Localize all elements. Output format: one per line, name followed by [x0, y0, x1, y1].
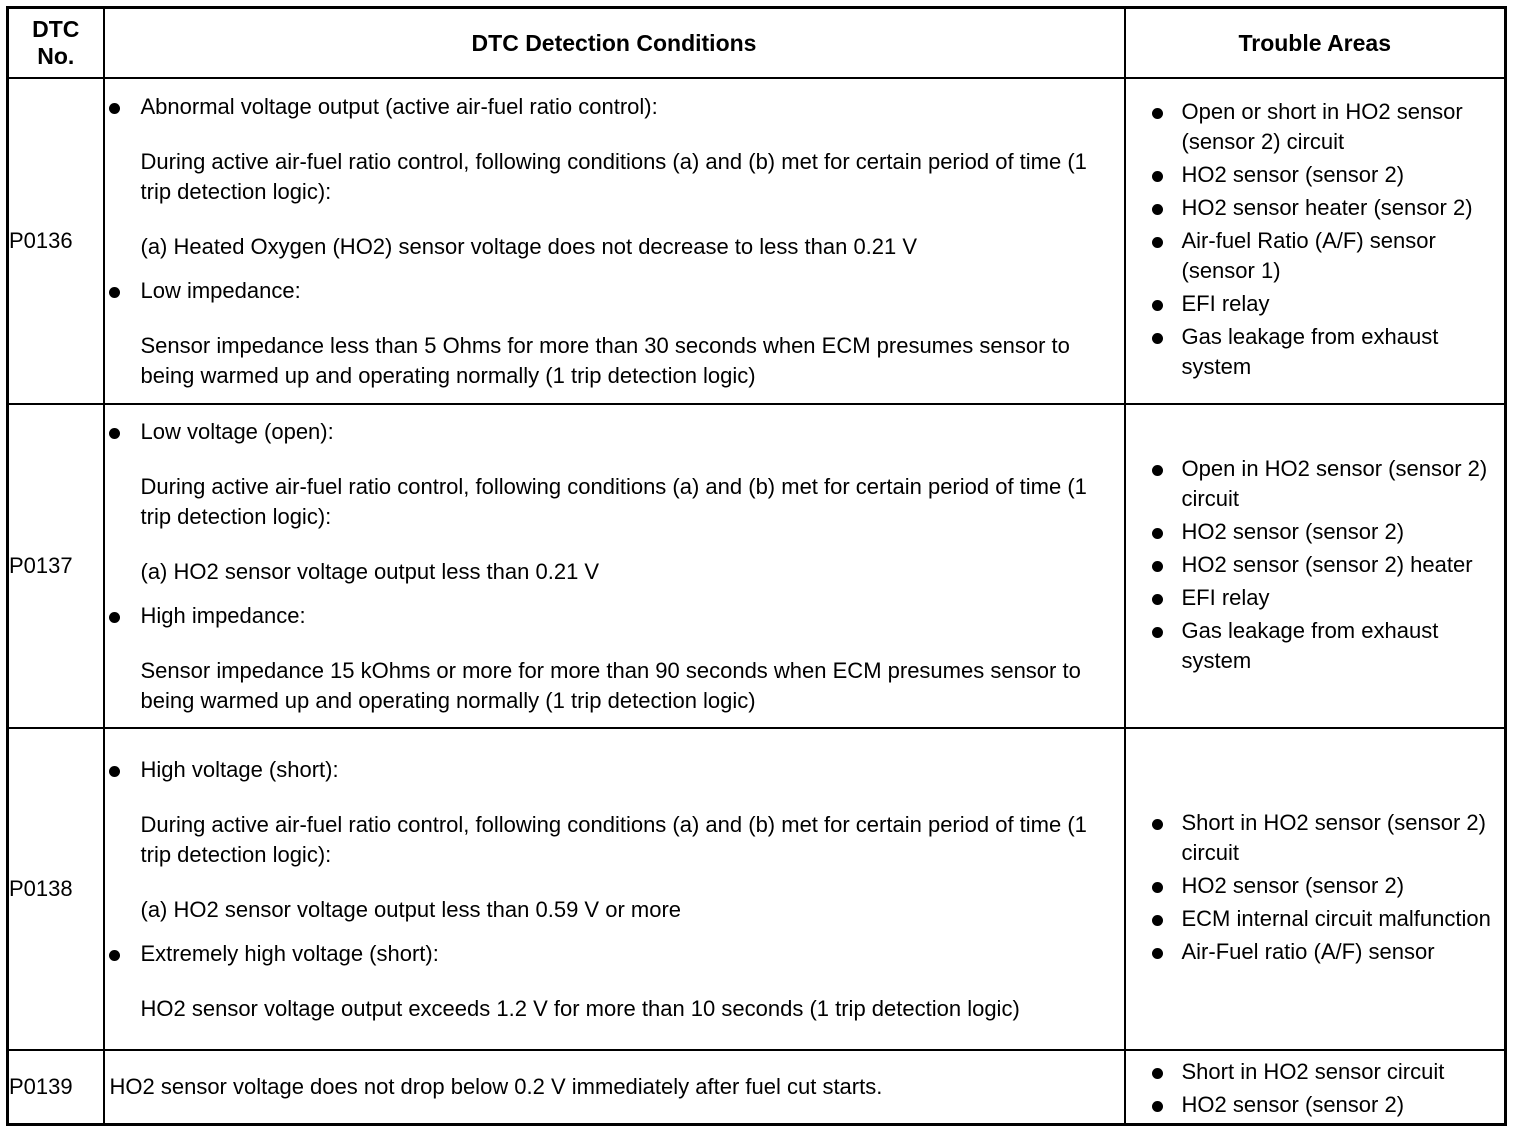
trouble-area-text: HO2 sensor (sensor 2)	[1181, 518, 1405, 544]
trouble-area-text: Air-fuel Ratio (A/F) sensor (sensor 1)	[1181, 228, 1436, 283]
bullet-icon	[1152, 1068, 1163, 1079]
bullet-icon	[1152, 948, 1163, 959]
list-item	[1150, 160, 1501, 190]
trouble-area-text: Open or short in HO2 sensor (sensor 2) circuit	[1181, 99, 1463, 154]
trouble-area-text: Air-Fuel ratio (A/F) sensor	[1181, 939, 1435, 964]
trouble-areas-list	[1126, 91, 1505, 391]
header-dtc-no-line1: DTC	[32, 16, 80, 42]
header-dtc-no	[8, 8, 104, 79]
bullet-icon	[1152, 915, 1163, 926]
detection-conditions-cell	[104, 78, 1125, 404]
detection-conditions-cell	[104, 1050, 1125, 1124]
dtc-code: P0139	[8, 1050, 104, 1124]
condition-paragraph: Sensor impedance 15 kOhms or more for more than 90 seconds when ECM presumes sensor to being warmed up and operating normally (1 trip detection logic)	[140, 657, 1081, 713]
trouble-area-text: Gas leakage from exhaust system	[1181, 617, 1439, 673]
list-item	[1150, 226, 1501, 286]
dtc-code: P0138	[8, 728, 104, 1050]
table-row	[8, 728, 1506, 1050]
trouble-area-text: HO2 sensor (sensor 2) heater	[1181, 551, 1473, 577]
condition-paragraph: Sensor impedance less than 5 Ohms for more than 30 seconds when ECM presumes sensor to being warmed up and operating normally (1 trip detection logic)	[140, 332, 1070, 388]
header-detection-conditions: DTC Detection Conditions	[104, 8, 1125, 79]
table-row	[8, 404, 1506, 728]
table-row	[8, 1050, 1506, 1124]
list-item	[1150, 550, 1501, 580]
condition-paragraph: During active air-fuel ratio control, following conditions (a) and (b) met for certain period of time (1 trip detection logic):	[140, 148, 1087, 204]
header-row	[8, 8, 1506, 79]
dtc-table	[6, 6, 1507, 1126]
trouble-areas-list	[1126, 802, 1505, 976]
dtc-code: P0136	[8, 78, 104, 404]
trouble-areas-cell	[1125, 78, 1506, 404]
condition-heading: Low impedance:	[140, 277, 301, 303]
trouble-area-text: Short in HO2 sensor (sensor 2) circuit	[1181, 810, 1486, 865]
condition-item	[105, 276, 1124, 391]
trouble-area-text: EFI relay	[1181, 291, 1270, 316]
condition-paragraph: (a) HO2 sensor voltage output less than 0.59 V or more	[140, 896, 682, 922]
trouble-area-text: Open in HO2 sensor (sensor 2) circuit	[1181, 455, 1488, 511]
list-item	[1150, 583, 1501, 613]
trouble-area-text: Gas leakage from exhaust system	[1181, 324, 1439, 379]
bullet-icon	[1152, 204, 1163, 215]
condition-paragraph: (a) Heated Oxygen (HO2) sensor voltage does not decrease to less than 0.21 V	[140, 233, 918, 259]
list-item	[1150, 1057, 1501, 1087]
dtc-code: P0137	[8, 404, 104, 728]
list-item	[1150, 937, 1501, 967]
trouble-areas-list	[1126, 448, 1505, 685]
condition-item	[105, 417, 1124, 587]
bullet-icon	[1152, 333, 1163, 344]
list-item	[1150, 289, 1501, 319]
header-dtc-no-line2: No.	[37, 43, 75, 69]
condition-text: HO2 sensor voltage does not drop below 0.2 V immediately after fuel cut starts.	[109, 1073, 883, 1099]
header-trouble-areas: Trouble Areas	[1125, 8, 1506, 79]
bullet-icon	[1152, 237, 1163, 248]
condition-heading: Extremely high voltage (short):	[140, 940, 439, 966]
bullet-icon	[109, 428, 120, 439]
bullet-icon	[1152, 300, 1163, 311]
list-item	[1150, 517, 1501, 547]
condition-heading: Abnormal voltage output (active air-fuel ratio control):	[140, 93, 658, 119]
condition-heading: Low voltage (open):	[140, 418, 334, 444]
list-item	[1150, 322, 1501, 382]
condition-item	[105, 92, 1124, 262]
list-item	[1150, 904, 1501, 934]
trouble-area-text: ECM internal circuit malfunction	[1181, 906, 1491, 931]
detection-conditions-cell	[104, 404, 1125, 728]
condition-item	[105, 601, 1124, 716]
trouble-area-text: HO2 sensor (sensor 2)	[1181, 873, 1405, 898]
trouble-area-text: Short in HO2 sensor circuit	[1181, 1058, 1445, 1084]
trouble-areas-list	[1126, 1054, 1505, 1120]
bullet-icon	[109, 950, 120, 961]
trouble-area-text: HO2 sensor heater (sensor 2)	[1181, 195, 1473, 220]
trouble-area-text: HO2 sensor (sensor 2)	[1181, 1091, 1405, 1117]
condition-paragraph: HO2 sensor voltage output exceeds 1.2 V for more than 10 seconds (1 trip detection logic)	[140, 995, 1020, 1021]
bullet-icon	[1152, 171, 1163, 182]
bullet-icon	[1152, 819, 1163, 830]
list-item	[1150, 1090, 1501, 1120]
list-item	[1150, 97, 1501, 157]
trouble-areas-cell	[1125, 1050, 1506, 1124]
bullet-icon	[1152, 561, 1163, 572]
bullet-icon	[1152, 1101, 1163, 1112]
list-item	[1150, 871, 1501, 901]
bullet-icon	[109, 612, 120, 623]
condition-item	[105, 939, 1124, 1024]
bullet-icon	[109, 766, 120, 777]
trouble-areas-cell	[1125, 728, 1506, 1050]
bullet-icon	[109, 103, 120, 114]
list-item	[1150, 616, 1501, 676]
detection-conditions-cell	[104, 728, 1125, 1050]
condition-heading: High voltage (short):	[140, 756, 339, 782]
table-row	[8, 78, 1506, 404]
bullet-icon	[1152, 627, 1163, 638]
list-item	[1150, 808, 1501, 868]
trouble-areas-cell	[1125, 404, 1506, 728]
bullet-icon	[1152, 528, 1163, 539]
trouble-area-text: HO2 sensor (sensor 2)	[1181, 162, 1405, 187]
condition-item	[105, 755, 1124, 925]
bullet-icon	[1152, 594, 1163, 605]
trouble-area-text: EFI relay	[1181, 584, 1270, 610]
condition-paragraph: During active air-fuel ratio control, following conditions (a) and (b) met for certain period of time (1 trip detection logic):	[140, 473, 1087, 529]
list-item	[1150, 454, 1501, 514]
bullet-icon	[109, 287, 120, 298]
bullet-icon	[1152, 465, 1163, 476]
condition-paragraph: (a) HO2 sensor voltage output less than 0.21 V	[140, 558, 600, 584]
list-item	[1150, 193, 1501, 223]
condition-paragraph: During active air-fuel ratio control, following conditions (a) and (b) met for certain period of time (1 trip detection logic):	[140, 811, 1087, 867]
condition-heading: High impedance:	[140, 602, 306, 628]
bullet-icon	[1152, 108, 1163, 119]
bullet-icon	[1152, 882, 1163, 893]
